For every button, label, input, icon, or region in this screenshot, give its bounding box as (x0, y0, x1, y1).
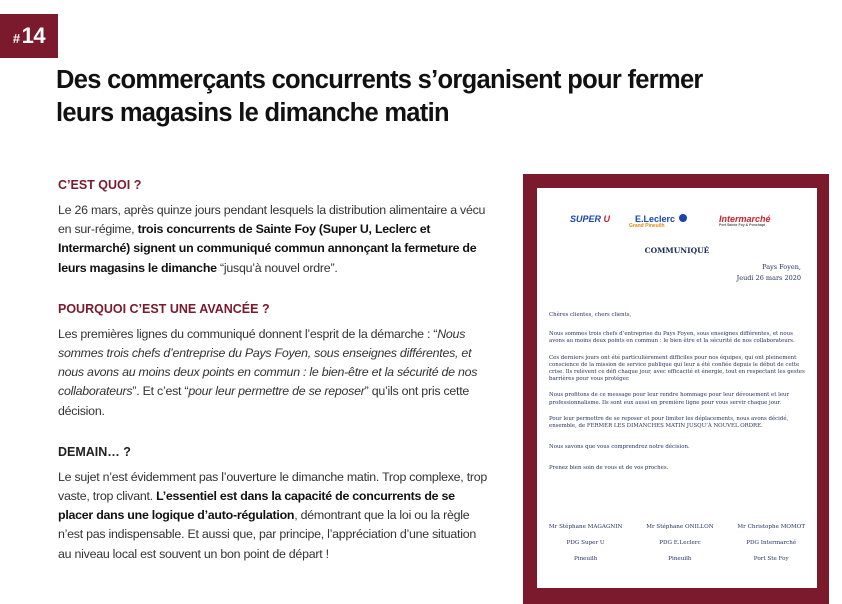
section-para-tomorrow (58, 468, 488, 564)
text-run: Les premières lignes du communiqué donnent l’esprit de la démarche : “ (58, 326, 438, 341)
communique-paragraph: Pour leur permettre de se reposer et pour limiter les déplacements, nous avons décidé, ensemble, de FERMER LES DIMANCHES MATIN JUSQU’À NOUVEL ORDRE. (549, 415, 789, 430)
section-title-what: C’EST QUOI ? (58, 178, 142, 192)
communique-place: Pays Foyen, (762, 263, 801, 271)
signatory-role: PDG Intermarché (746, 540, 797, 546)
signatories (537, 524, 817, 572)
text-run: Le sujet n’est évidemment pas l’ouverture le dimanche matin. Trop complexe, trop vaste, trop clivant. (58, 469, 488, 504)
leclerc-logo-text: E.Leclerc (635, 214, 676, 224)
section-para-what (58, 201, 488, 278)
intermarche-logo (719, 214, 771, 227)
text-run-bold: trois concurrents de Sainte Foy (Super U, Leclerc et Intermarché) signent un communiqué commun annonçant la fermeture de leurs magasins le dimanche (58, 222, 477, 275)
headline: Des commerçants concurrents s’organisent pour fermer leurs magasins le dimanche matin (56, 66, 703, 127)
signatory-name: Mr Stéphane ONILLON (646, 524, 714, 530)
article (58, 178, 488, 588)
signatory-name: Mr Stéphane MAGAGNIN (548, 524, 623, 530)
intermarche-logo-sub: Port Sainte Foy & Ponchapt (719, 223, 766, 227)
section-title-tomorrow: DEMAIN… ? (58, 444, 131, 459)
text-run: ” qu’ils ont pris cette décision. (58, 384, 470, 418)
section-title-why: POURQUOI C’EST UNE AVANCÉE ? (58, 301, 270, 316)
section-para-why (58, 325, 488, 421)
leclerc-logo-sub: Grand Pineuilh (629, 223, 665, 229)
leclerc-circle-icon (679, 214, 687, 222)
badge-number: 14 (21, 23, 46, 48)
text-run: , démontrant que la loi ou la règle n’est pas indispensable. Et aussi que, par principe, l’appréciation d’une situation au niveau local est souvent un bon point de départ ! (58, 508, 477, 561)
communique-greeting: Chères clientes, chers clients, (549, 312, 632, 318)
signatory-place: Pineuilh (574, 556, 598, 562)
communique-body (549, 312, 805, 482)
communique-paragraph: Nous savons que vous comprendrez notre décision. (549, 444, 690, 451)
signatory (646, 524, 713, 572)
communique-document (537, 188, 817, 588)
text-run-italic: Nous sommes trois chefs d’entreprise du Pays Foyen, sous enseignes différentes, et nous avons au moins deux points en commun : le bien-être et la sécurité de nos collaborateurs (58, 326, 478, 399)
signatory-name: Mr Christophe MOMOT (737, 524, 806, 530)
communique-date: Jeudi 26 mars 2020 (736, 274, 801, 282)
communique-paragraph: Ces derniers jours ont été particulièrement difficiles pour nos équipes, qui ont pleinement conscience de la mission de service publique qui leur a été confiée depuis le début de cette crise. Ils relèvent ce défi chaque jour, avec efficacité et énergie, tout en respectant les gestes barrières pour vous protéger. (549, 354, 805, 383)
communique-paragraph: Prenez bien soin de vous et de vos proches. (549, 465, 669, 472)
signatory-role: PDG Super U (566, 540, 605, 546)
logo-strip (537, 214, 817, 232)
superu-logo (570, 214, 610, 224)
text-run-italic: pour leur permettre de se reposer (188, 384, 365, 399)
superu-logo-u: U (603, 214, 611, 224)
badge-hash: # (12, 30, 20, 46)
intermarche-logo-text: Intermarché (719, 214, 771, 224)
leclerc-logo (629, 214, 687, 229)
communique-paragraph: Nous sommes trois chefs d’entreprise du Pays Foyen, sous enseignes différentes, et nous avons au moins deux points en commun : le bien être et la sécurité de nos collaborateurs. (549, 331, 795, 345)
signatory-place: Port Ste Foy (753, 556, 789, 562)
communique-title: COMMUNIQUÉ (644, 246, 710, 255)
text-run-bold: L’essentiel est dans la capacité de concurrents de se placer dans une logique d’auto-régulation (58, 489, 455, 523)
signatory-role: PDG E.Leclerc (659, 540, 701, 546)
signatory (549, 524, 623, 572)
superu-logo-text: SUPER (570, 214, 604, 224)
text-run: ”. Et c’est “ (132, 384, 189, 399)
signatory (737, 524, 805, 572)
page-number-badge (0, 14, 58, 58)
text-run: “jusqu’à nouvel ordre”. (216, 260, 338, 275)
text-run: Le 26 mars, après quinze jours pendant lesquels la distribution alimentaire a vécu en sur-régime, (58, 203, 486, 237)
signatory-place: Pineuilh (668, 556, 692, 562)
communique-paragraph: Nous profitons de ce message pour leur rendre hommage pour leur dévouement et leur professionnalisme. Ils sont eux aussi en première ligne pour vous servir chaque jour. (549, 392, 790, 406)
